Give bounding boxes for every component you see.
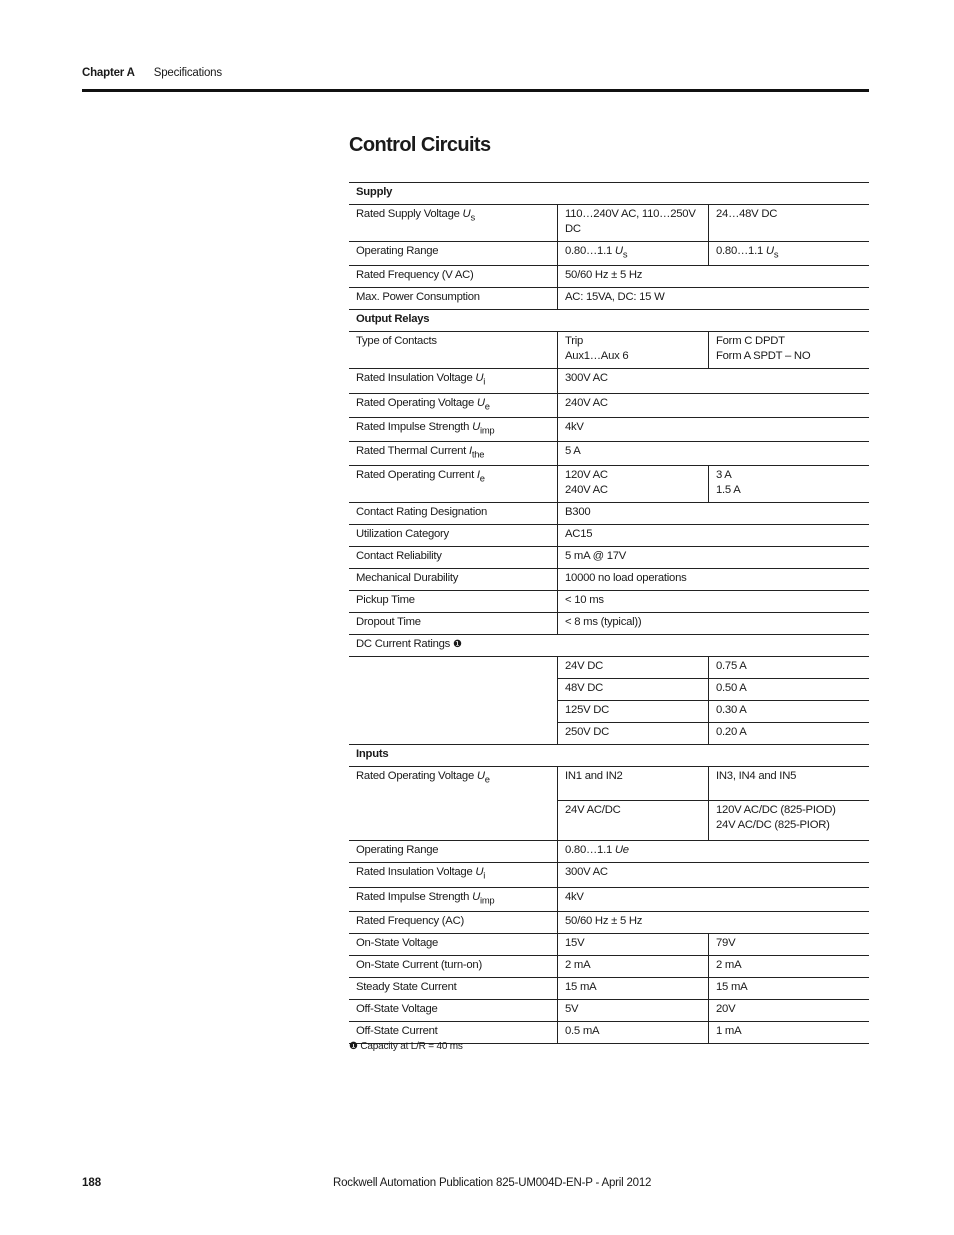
- table-row: [349, 863, 869, 887]
- row-value: 4kV: [558, 417, 870, 441]
- row-value: 0.75 A: [709, 657, 870, 679]
- table-row: [349, 266, 869, 288]
- row-value: Form C DPDT Form A SPDT – NO: [709, 332, 870, 369]
- table-row: [349, 841, 869, 863]
- row-value: 3 A 1.5 A: [709, 466, 870, 503]
- row-value: 10000 no load operations: [558, 569, 870, 591]
- row-label: DC Current Ratings ❶: [349, 635, 869, 657]
- footnote-marker: ❶: [349, 1041, 358, 1052]
- row-value: 1 mA: [709, 1021, 870, 1043]
- row-value: 0.80…1.1 $U_s$: [558, 242, 709, 266]
- row-value: 48V DC: [558, 679, 709, 701]
- row-label: Utilization Category: [349, 525, 558, 547]
- row-value: IN3, IN4 and IN5: [709, 767, 870, 801]
- table-row: [349, 442, 869, 466]
- row-value: 15 mA: [709, 977, 870, 999]
- row-label: Pickup Time: [349, 591, 558, 613]
- row-value: 0.80…1.1 $U_s$: [709, 242, 870, 266]
- page-title: Control Circuits: [349, 134, 491, 156]
- row-label: Dropout Time: [349, 613, 558, 635]
- table-row: [349, 657, 869, 679]
- row-value: 120V AC/DC (825-PIOD) 24V AC/DC (825-PIOR): [709, 801, 870, 841]
- row-label: Rated Supply Voltage $U_s$: [349, 205, 558, 242]
- row-label: Rated Operating Voltage $U_e$: [349, 393, 558, 417]
- header-rule: [82, 89, 869, 92]
- row-label: Operating Range: [349, 841, 558, 863]
- row-value: 24V AC/DC: [558, 801, 709, 841]
- table-row: [349, 977, 869, 999]
- control-circuits-table: [349, 182, 869, 1044]
- section-row-inputs: [349, 745, 869, 767]
- table-row: [349, 547, 869, 569]
- row-value: < 10 ms: [558, 591, 870, 613]
- row-label: Rated Thermal Current $I_{the}$: [349, 442, 558, 466]
- row-value: 110…240V AC, 110…250V DC: [558, 205, 709, 242]
- table-row: [349, 332, 869, 369]
- section-heading: Inputs: [349, 745, 869, 767]
- table-row: [349, 933, 869, 955]
- table-row: [349, 613, 869, 635]
- row-label: Operating Range: [349, 242, 558, 266]
- row-label: Off-State Current: [349, 1021, 558, 1043]
- row-value: Trip Aux1…Aux 6: [558, 332, 709, 369]
- table-row: [349, 767, 869, 801]
- row-label: On-State Current (turn-on): [349, 955, 558, 977]
- row-value: 79V: [709, 933, 870, 955]
- row-value: 4kV: [558, 887, 870, 911]
- running-header: [82, 67, 222, 79]
- table-row: [349, 887, 869, 911]
- footnote-marker: ❶: [452, 639, 462, 651]
- row-label: Mechanical Durability: [349, 569, 558, 591]
- section-heading: Supply: [349, 183, 869, 205]
- table-row: [349, 635, 869, 657]
- table-row: [349, 503, 869, 525]
- row-value: < 8 ms (typical)): [558, 613, 870, 635]
- row-label: Rated Frequency (V AC): [349, 266, 558, 288]
- table-row: [349, 999, 869, 1021]
- table-row: [349, 242, 869, 266]
- row-label: Rated Frequency (AC): [349, 911, 558, 933]
- row-label: Max. Power Consumption: [349, 288, 558, 310]
- row-value: 300V AC: [558, 369, 870, 393]
- row-value: 24V DC: [558, 657, 709, 679]
- row-value: 24…48V DC: [709, 205, 870, 242]
- row-value: 50/60 Hz ± 5 Hz: [558, 911, 870, 933]
- row-label: Rated Operating Voltage $U_e$: [349, 767, 558, 841]
- row-label: Rated Operating Current $I_e$: [349, 466, 558, 503]
- row-value: B300: [558, 503, 870, 525]
- row-value: 125V DC: [558, 701, 709, 723]
- row-value: 5V: [558, 999, 709, 1021]
- row-value: 300V AC: [558, 863, 870, 887]
- row-label: Contact Rating Designation: [349, 503, 558, 525]
- footnote-text: Capacity at L/R = 40 ms: [357, 1041, 463, 1052]
- row-label: Rated Impulse Strength $U_{imp}$: [349, 887, 558, 911]
- row-label: Contact Reliability: [349, 547, 558, 569]
- page-number: 188: [82, 1177, 102, 1189]
- row-value: 0.20 A: [709, 723, 870, 745]
- section-label: Specifications: [153, 67, 222, 79]
- table-row: [349, 417, 869, 441]
- row-value: 0.80…1.1 Ue: [558, 841, 870, 863]
- row-label: Type of Contacts: [349, 332, 558, 369]
- row-value: AC15: [558, 525, 870, 547]
- table-row: [349, 369, 869, 393]
- row-value: 15V: [558, 933, 709, 955]
- chapter-label: Chapter A: [82, 67, 135, 79]
- row-value: 5 mA @ 17V: [558, 547, 870, 569]
- table-row: [349, 911, 869, 933]
- row-label: Off-State Voltage: [349, 999, 558, 1021]
- row-value: IN1 and IN2: [558, 767, 709, 801]
- table-row: [349, 955, 869, 977]
- row-value: 0.30 A: [709, 701, 870, 723]
- table-row: [349, 205, 869, 242]
- row-value: 120V AC 240V AC: [558, 466, 709, 503]
- empty-cell: [349, 657, 558, 745]
- table-row: [349, 591, 869, 613]
- row-label: On-State Voltage: [349, 933, 558, 955]
- row-value: 0.50 A: [709, 679, 870, 701]
- section-row-output-relays: [349, 310, 869, 332]
- row-value: 0.5 mA: [558, 1021, 709, 1043]
- publication-info: Rockwell Automation Publication 825-UM004D-EN-P - April 2012: [333, 1177, 652, 1189]
- footnote: [349, 1041, 463, 1052]
- row-value: AC: 15VA, DC: 15 W: [558, 288, 870, 310]
- row-value: 240V AC: [558, 393, 870, 417]
- row-value: 50/60 Hz ± 5 Hz: [558, 266, 870, 288]
- table-row: [349, 466, 869, 503]
- section-heading: Output Relays: [349, 310, 869, 332]
- table-row: [349, 393, 869, 417]
- row-value: 2 mA: [558, 955, 709, 977]
- row-label: Rated Insulation Voltage $U_i$: [349, 863, 558, 887]
- row-value: 5 A: [558, 442, 870, 466]
- row-value: 15 mA: [558, 977, 709, 999]
- section-row-supply: [349, 183, 869, 205]
- row-value: 2 mA: [709, 955, 870, 977]
- row-value: 250V DC: [558, 723, 709, 745]
- row-label: Steady State Current: [349, 977, 558, 999]
- table-row: [349, 525, 869, 547]
- table-row: [349, 569, 869, 591]
- table-row: [349, 288, 869, 310]
- table-row: [349, 1021, 869, 1043]
- row-label: Rated Impulse Strength $U_{imp}$: [349, 417, 558, 441]
- row-label: Rated Insulation Voltage $U_i$: [349, 369, 558, 393]
- row-value: 20V: [709, 999, 870, 1021]
